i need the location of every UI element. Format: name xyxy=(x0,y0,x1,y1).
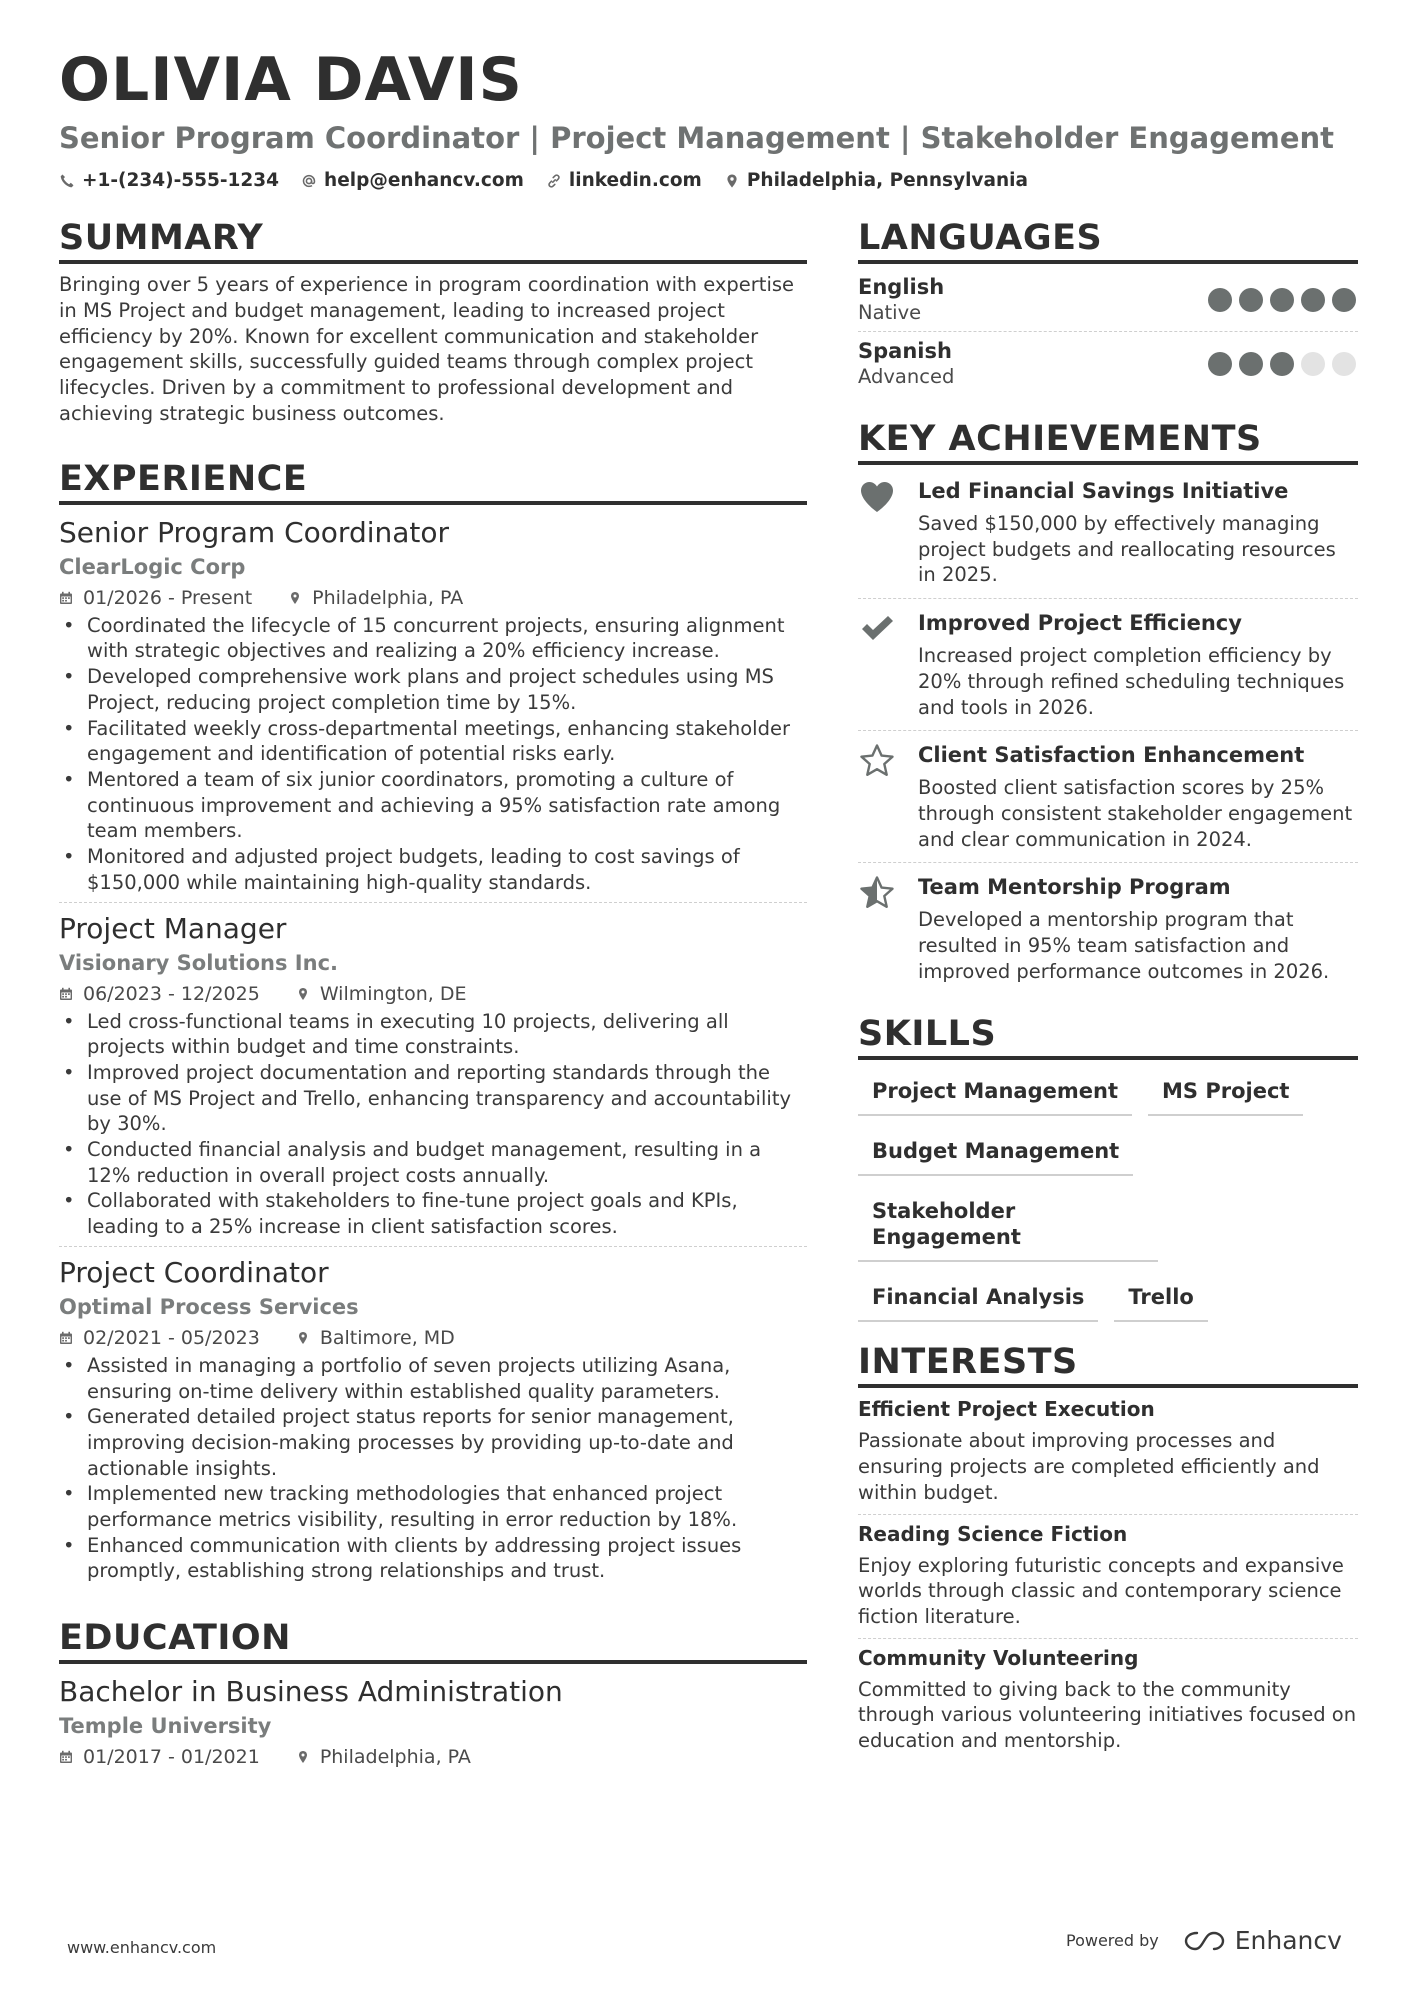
experience-section xyxy=(59,457,807,1590)
job-title: Project Manager xyxy=(59,911,287,945)
bullet: • Generated detailed project status reports for senior management, improving decision-making processes by providing up-to-date and actionable insights. xyxy=(59,1404,807,1481)
experience-item xyxy=(59,902,807,1246)
bullet: • Enhanced communication with clients by addressing project issues promptly, establishing strong relationships and trust. xyxy=(59,1533,807,1584)
location-pin-icon xyxy=(296,1331,310,1345)
bullet: • Assisted in managing a portfolio of seven projects utilizing Asana, ensuring on-time delivery within established quality parameters. xyxy=(59,1353,807,1404)
summary-text: Bringing over 5 years of experience in program coordination with expertise in MS Project and budget management, leading to increased project efficiency by 20%. Known for excellent communication and stakeholder engagement skills, successfully guided teams through complex project lifecycles. Driven by a commitment to professional development and achieving strategic business outcomes. xyxy=(59,273,795,425)
interest-title: Reading Science Fiction xyxy=(858,1521,1128,1546)
email-text: help@enhancv.com xyxy=(324,170,524,191)
interests-section xyxy=(858,1340,1358,1761)
language-level: Advanced xyxy=(858,365,955,388)
job-dates: 01/2026 - Present xyxy=(83,586,253,609)
interest-item xyxy=(858,1638,1358,1762)
headline: Senior Program Coordinator | Project Management | Stakeholder Engagement xyxy=(59,121,1335,155)
interest-desc: Enjoy exploring futuristic concepts and expansive worlds through classic and contemporary science fiction literature. xyxy=(858,1553,1344,1628)
languages-title: LANGUAGES xyxy=(858,216,1358,264)
rating-dot xyxy=(1239,352,1263,376)
job-title: Project Coordinator xyxy=(59,1255,329,1289)
rating-dot xyxy=(1270,288,1294,312)
achievement-item xyxy=(858,598,1358,730)
brand-name: Enhancv xyxy=(1234,1926,1342,1955)
job-title: Senior Program Coordinator xyxy=(59,515,450,549)
education-location: Philadelphia, PA xyxy=(319,1746,471,1769)
language-item xyxy=(858,268,1358,331)
achievement-item xyxy=(858,730,1358,862)
skill-tag: Project Management xyxy=(858,1072,1132,1116)
skill-tag: MS Project xyxy=(1148,1072,1303,1116)
calendar-icon xyxy=(59,987,73,1001)
language-rating xyxy=(1201,288,1356,312)
achievement-title: Team Mentorship Program xyxy=(918,875,1231,900)
school-name: Temple University xyxy=(59,1714,272,1739)
language-rating xyxy=(1201,352,1356,376)
job-meta xyxy=(59,1326,807,1350)
education-title: EDUCATION xyxy=(59,1616,807,1664)
rating-dot xyxy=(1208,352,1232,376)
rating-dot xyxy=(1332,288,1356,312)
linkedin-text: linkedin.com xyxy=(568,170,702,191)
skill-tag: Trello xyxy=(1114,1278,1207,1322)
interests-title: INTERESTS xyxy=(858,1340,1358,1388)
job-meta xyxy=(59,982,807,1006)
achievement-item xyxy=(858,467,1358,598)
rating-dot xyxy=(1301,288,1325,312)
footer-website[interactable]: www.enhancv.com xyxy=(67,1938,217,1957)
job-meta xyxy=(59,586,807,610)
company-name: Optimal Process Services xyxy=(59,1294,359,1319)
achievement-desc: Boosted client satisfaction scores by 25% through consistent stakeholder engagement and clear communication in 2024. xyxy=(918,776,1353,851)
contact-location xyxy=(724,170,1028,191)
bullet: • Collaborated with stakeholders to fine-tune project goals and KPIs, leading to a 25% increase in client satisfaction scores. xyxy=(59,1188,807,1239)
rating-dot xyxy=(1270,352,1294,376)
star-outline-icon xyxy=(858,741,902,852)
contact-bar xyxy=(59,170,1359,191)
contact-phone[interactable] xyxy=(59,170,279,191)
language-name: Spanish xyxy=(858,339,952,363)
interest-title: Community Volunteering xyxy=(858,1645,1139,1670)
bullet: • Facilitated weekly cross-departmental meetings, enhancing stakeholder engagement and identification of potential risks early. xyxy=(59,716,807,767)
location-pin-icon xyxy=(296,1750,310,1764)
language-name: English xyxy=(858,275,945,299)
skill-tag: Stakeholder Engagement xyxy=(858,1192,1158,1262)
experience-item xyxy=(59,1246,807,1590)
contact-email[interactable] xyxy=(301,170,524,191)
degree-title: Bachelor in Business Administration xyxy=(59,1675,563,1709)
skill-tag: Financial Analysis xyxy=(858,1278,1098,1322)
summary-title: SUMMARY xyxy=(59,216,807,264)
achievement-desc: Developed a mentorship program that resulted in 95% team satisfaction and improved performance outcomes in 2026. xyxy=(918,908,1330,983)
company-name: Visionary Solutions Inc. xyxy=(59,950,338,975)
phone-text: +1-(234)-555-1234 xyxy=(82,170,280,191)
calendar-icon xyxy=(59,1750,73,1764)
right-column xyxy=(858,216,1358,1762)
at-icon xyxy=(301,173,317,189)
rating-dot xyxy=(1239,288,1263,312)
job-bullets xyxy=(59,1009,807,1240)
achievement-desc: Increased project completion efficiency by 20% through refined scheduling techniques and tools in 2026. xyxy=(918,644,1345,719)
skill-tag: Budget Management xyxy=(858,1132,1133,1176)
interest-desc: Committed to giving back to the community through various volunteering initiatives focused on education and mentorship. xyxy=(858,1677,1357,1753)
powered-by-label: Powered by xyxy=(1066,1931,1159,1950)
bullet: • Led cross-functional teams in executing 10 projects, delivering all projects within budget and time constraints. xyxy=(59,1009,807,1060)
interest-item xyxy=(858,1514,1358,1638)
achievement-title: Led Financial Savings Initiative xyxy=(918,479,1289,503)
bullet: • Implemented new tracking methodologies that enhanced project performance metrics visibility, resulting in error reduction by 18%. xyxy=(59,1481,807,1532)
achievement-desc: Saved $150,000 by effectively managing project budgets and reallocating resources in 2025. xyxy=(918,512,1336,587)
calendar-icon xyxy=(59,591,73,605)
candidate-name: OLIVIA DAVIS xyxy=(59,45,523,115)
bullet: • Conducted financial analysis and budget management, resulting in a 12% reduction in overall project costs annually. xyxy=(59,1137,807,1188)
bullet: • Monitored and adjusted project budgets, leading to cost savings of $150,000 while maintaining high-quality standards. xyxy=(59,844,807,895)
achievement-item xyxy=(858,862,1358,994)
bullet: • Mentored a team of six junior coordinators, promoting a culture of continuous improvement and achieving a 95% satisfaction rate among team members. xyxy=(59,767,807,844)
achievement-title: Improved Project Efficiency xyxy=(918,611,1242,636)
company-name: ClearLogic Corp xyxy=(59,554,246,579)
education-meta xyxy=(59,1745,807,1769)
phone-icon xyxy=(59,173,75,189)
job-dates: 06/2023 - 12/2025 xyxy=(83,982,260,1005)
job-location: Baltimore, MD xyxy=(319,1326,455,1349)
location-pin-icon xyxy=(296,987,310,1001)
job-dates: 02/2021 - 05/2023 xyxy=(83,1326,260,1349)
interest-title: Efficient Project Execution xyxy=(858,1397,1155,1422)
achievement-title: Client Satisfaction Enhancement xyxy=(918,743,1305,768)
languages-section xyxy=(858,216,1358,395)
location-pin-icon xyxy=(724,173,740,189)
bullet: • Improved project documentation and reporting standards through the use of MS Project and Trello, enhancing transparency and accountability by 30%. xyxy=(59,1060,807,1137)
job-bullets xyxy=(59,613,807,896)
bullet: • Developed comprehensive work plans and project schedules using MS Project, reducing project completion time by 15%. xyxy=(59,664,807,715)
calendar-icon xyxy=(59,1331,73,1345)
resume-header xyxy=(59,44,1359,191)
skills-section xyxy=(858,1012,1358,1338)
bullet: • Coordinated the lifecycle of 15 concurrent projects, ensuring alignment with strategic objectives and realizing a 20% efficiency increase. xyxy=(59,613,807,664)
enhancv-logo-icon xyxy=(1183,1929,1227,1953)
achievements-section xyxy=(858,417,1358,994)
job-location: Philadelphia, PA xyxy=(312,586,464,609)
rating-dot xyxy=(1301,352,1325,376)
skills-title: SKILLS xyxy=(858,1012,1358,1060)
achievements-title: KEY ACHIEVEMENTS xyxy=(858,417,1358,465)
experience-title: EXPERIENCE xyxy=(59,457,807,505)
skills-list xyxy=(858,1072,1358,1338)
left-column xyxy=(59,216,807,1769)
heart-icon xyxy=(858,477,902,588)
interest-desc: Passionate about improving processes and ensuring projects are completed efficiently and within budget. xyxy=(858,1429,1320,1504)
star-half-icon xyxy=(858,873,902,984)
interest-item xyxy=(858,1390,1358,1513)
experience-item xyxy=(59,515,807,902)
language-item xyxy=(858,331,1358,395)
location-pin-icon xyxy=(288,591,302,605)
footer-branding xyxy=(1066,1926,1342,1955)
job-bullets xyxy=(59,1353,807,1584)
rating-dot xyxy=(1208,288,1232,312)
brand-logo[interactable] xyxy=(1183,1926,1342,1955)
summary-section xyxy=(59,216,807,427)
contact-linkedin[interactable] xyxy=(546,170,702,191)
education-dates: 01/2017 - 01/2021 xyxy=(83,1746,260,1769)
rating-dot xyxy=(1332,352,1356,376)
location-text: Philadelphia, Pennsylvania xyxy=(746,170,1028,191)
link-icon xyxy=(546,173,562,189)
language-level: Native xyxy=(858,301,922,324)
job-location: Wilmington, DE xyxy=(319,982,467,1005)
education-section xyxy=(59,1616,807,1769)
check-icon xyxy=(858,609,902,720)
